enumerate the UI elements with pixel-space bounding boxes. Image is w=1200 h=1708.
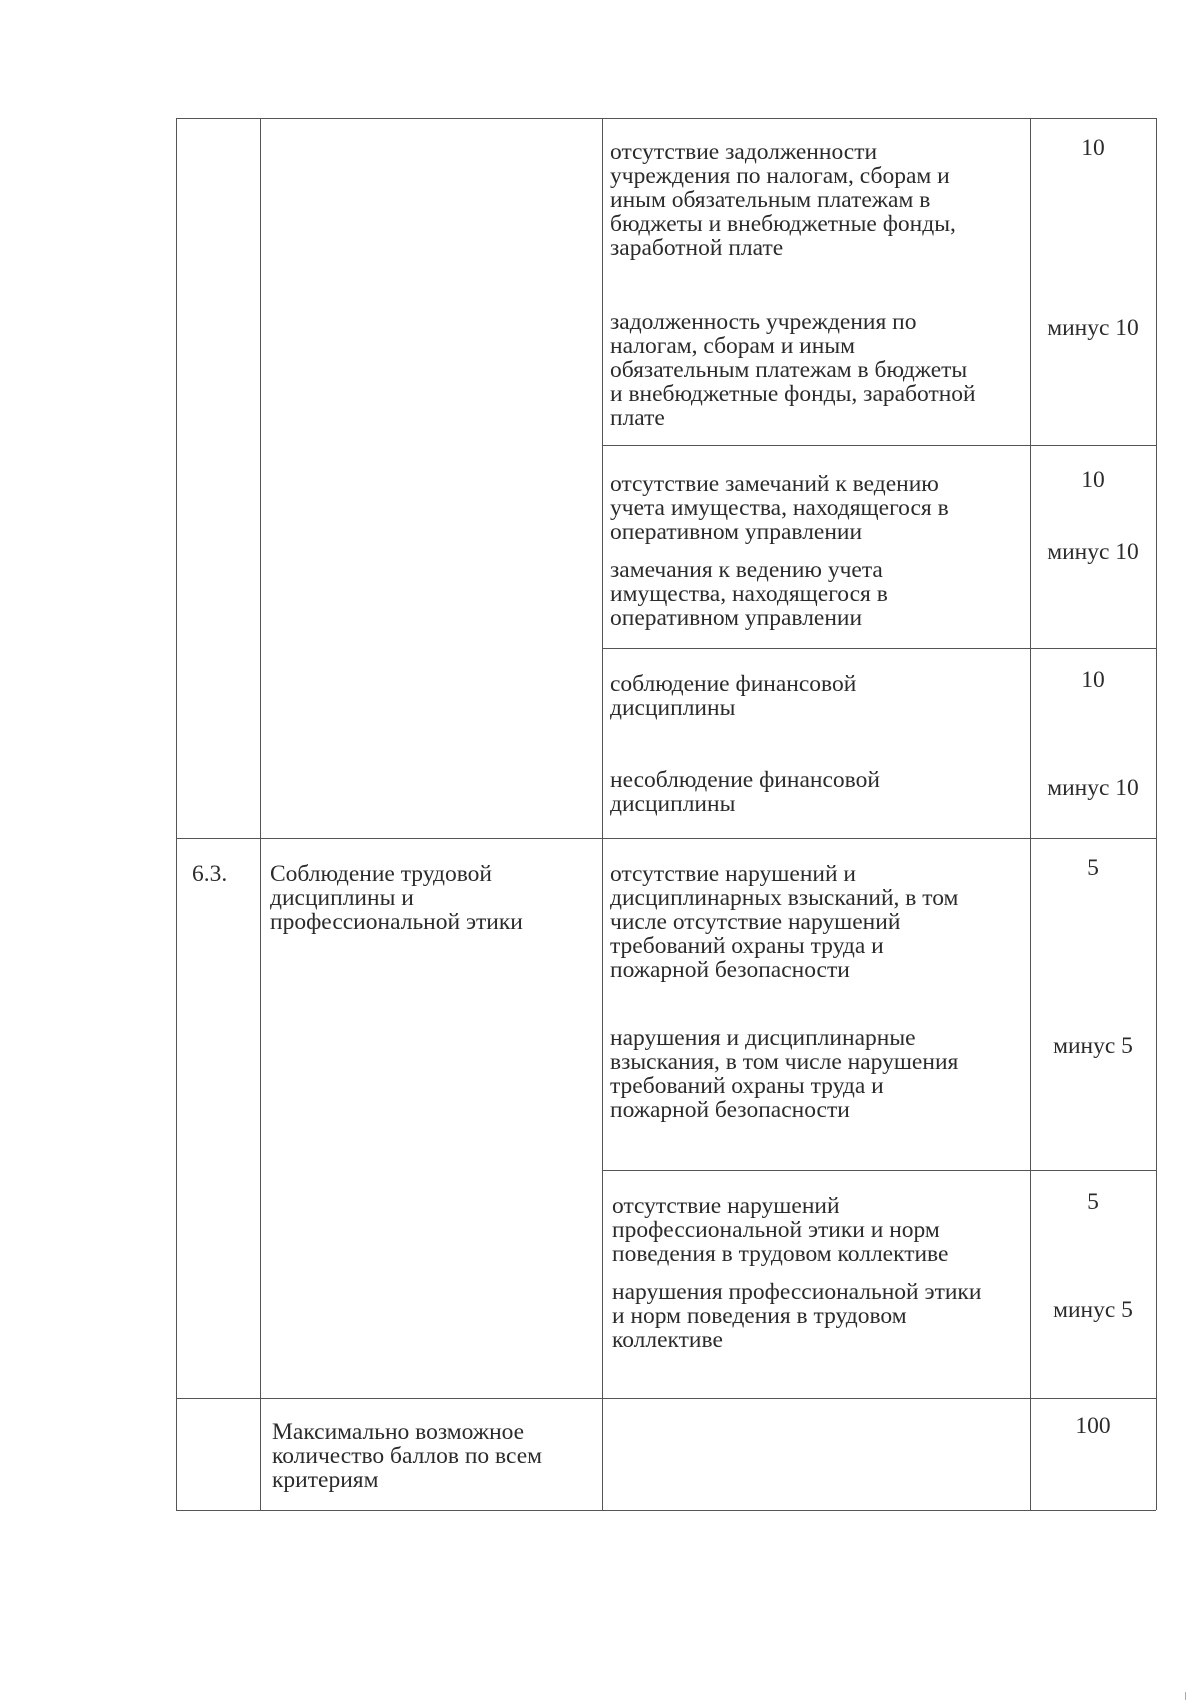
criterion-positive: отсутствие замечаний к ведению учета имущества, находящегося в оперативном управлении [610,471,949,545]
criterion-negative: задолженность учреждения по налогам, сборам и иным обязательным платежам в бюджеты и внебюджетные фонды, заработной плате [610,309,976,431]
points-positive: 5 [1087,855,1099,881]
points-positive: 5 [1087,1189,1099,1215]
criterion-negative: нарушения профессиональной этики и норм поведения в трудовом коллективе [612,1279,982,1353]
points-negative: минус 5 [1053,1297,1133,1323]
points-negative: минус 10 [1047,315,1139,341]
points-negative: минус 10 [1047,775,1139,801]
total-label: Максимально возможное количество баллов по всем критериям [272,1419,543,1493]
points-negative: минус 10 [1047,539,1139,565]
points-positive: 10 [1081,667,1105,693]
criterion-negative: несоблюдение финансовой дисциплины [610,767,880,817]
criterion-positive: отсутствие нарушений профессиональной этики и норм поведения в трудовом коллективе [612,1193,949,1267]
points-positive: 10 [1081,467,1105,493]
section-title: Соблюдение трудовой дисциплины и профессиональной этики [270,861,523,935]
criterion-negative: нарушения и дисциплинарные взыскания, в том числе нарушения требований охраны труда и пожарной безопасности [610,1025,959,1123]
criterion-positive: отсутствие нарушений и дисциплинарных взысканий, в том числе отсутствие нарушений требований охраны труда и пожарной безопасности [610,861,959,983]
criterion-negative: замечания к ведению учета имущества, находящегося в оперативном управлении [610,557,888,631]
criterion-positive: соблюдение финансовой дисциплины [610,671,857,721]
points-negative: минус 5 [1053,1033,1133,1059]
total-points: 100 [1075,1413,1111,1439]
criterion-positive: отсутствие задолженности учреждения по налогам, сборам и иным обязательным платежам в бюджеты и внебюджетные фонды, заработной плате [610,139,956,261]
section-number: 6.3. [192,861,228,887]
points-positive: 10 [1081,135,1105,161]
page-edge-mark [1185,1692,1186,1700]
